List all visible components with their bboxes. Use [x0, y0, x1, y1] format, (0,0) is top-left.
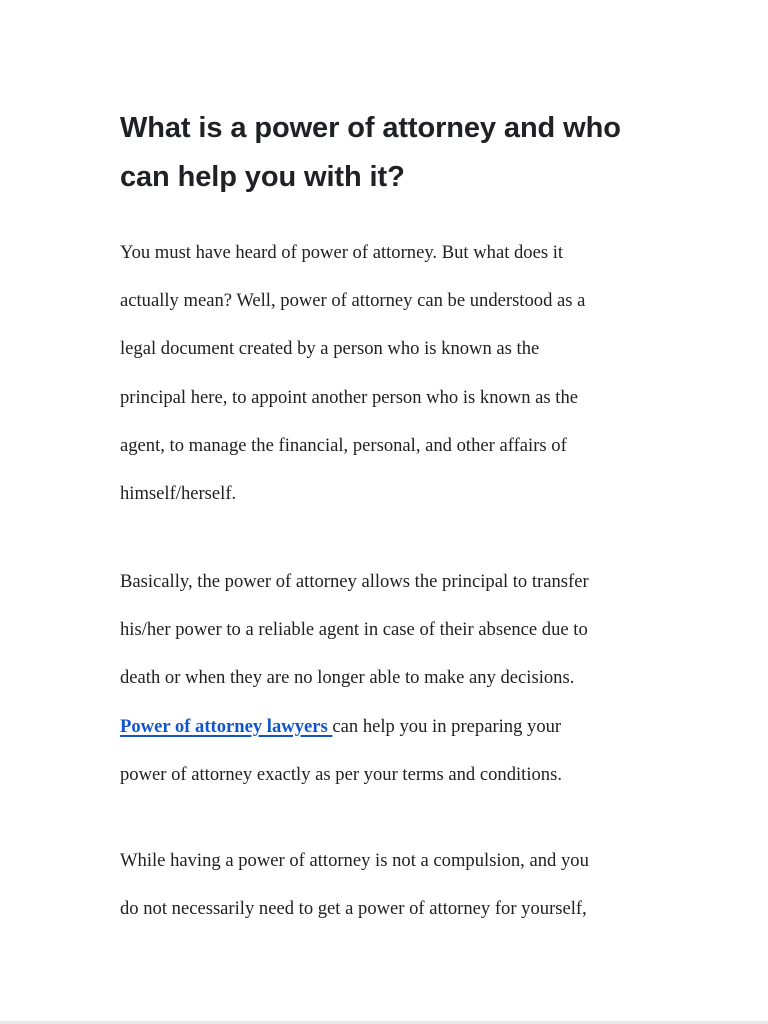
- paragraph-line-with-link: [120, 703, 680, 751]
- paragraph-line: agent, to manage the financial, personal, and other affairs of: [120, 434, 567, 456]
- paragraph-line: You must have heard of power of attorney. But what does it: [120, 242, 564, 263]
- paragraph-line: While having a power of attorney is not a compulsion, and you: [120, 850, 589, 871]
- paragraph-intro: [120, 229, 680, 518]
- paragraph-line: do not necessarily need to get a power of attorney for yourself,: [120, 898, 587, 920]
- paragraph-line: power of attorney exactly as per your terms and conditions.: [120, 763, 562, 785]
- title-line: can help you with it?: [120, 161, 405, 193]
- paragraph-line: himself/herself.: [120, 483, 237, 505]
- paragraph-line: death or when they are no longer able to make any decisions.: [120, 667, 575, 689]
- paragraph-line: principal here, to appoint another person who is known as the: [120, 386, 579, 408]
- link-trailing-text: can help you in preparing your: [332, 715, 562, 737]
- paragraph-basically: [120, 558, 680, 799]
- paragraph-line: his/her power to a reliable agent in case of their absence due to: [120, 619, 588, 641]
- title-line: What is a power of attorney and who: [120, 112, 621, 144]
- power-of-attorney-lawyers-link[interactable]: Power of attorney lawyers: [120, 715, 333, 737]
- paragraph-line: actually mean? Well, power of attorney can be understood as a: [120, 290, 586, 312]
- article-title: [120, 104, 680, 202]
- paragraph-compulsion: [120, 837, 680, 933]
- paragraph-line: Basically, the power of attorney allows the principal to transfer: [120, 571, 589, 592]
- paragraph-line: legal document created by a person who is known as the: [120, 338, 540, 360]
